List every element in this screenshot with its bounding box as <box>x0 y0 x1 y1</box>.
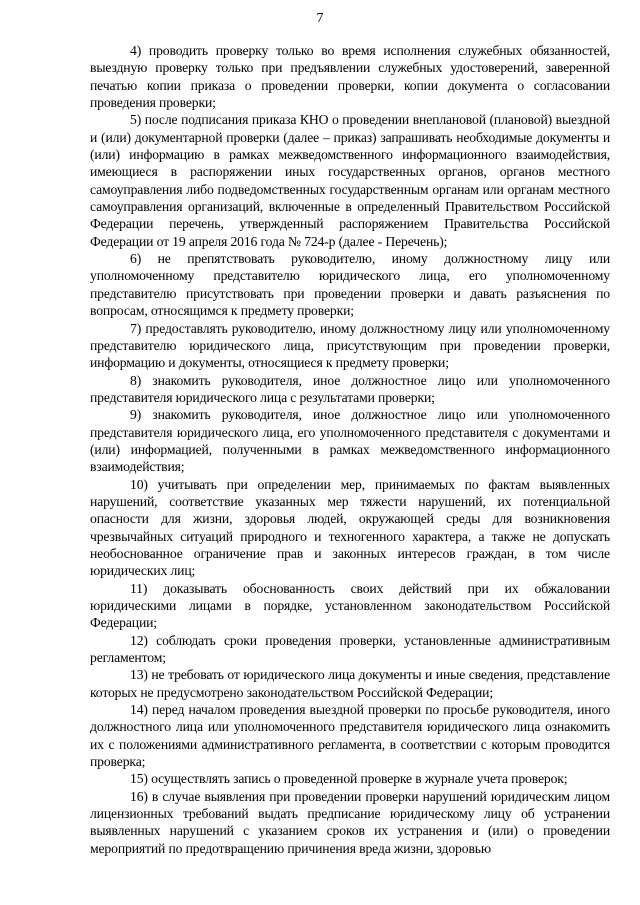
page-number: 7 <box>316 11 324 26</box>
paragraph-item-10: 10) учитывать при определении мер, принимаемых по фактам выявленных нарушений, соответствие указанных мер тяжести нарушений, их потенциальной опасности для жизни, здоровья людей, окружающей среды для возникновения чрезвычайных ситуаций природного и техногенного характера, а также не допускать необоснованное ограничение прав и законных интересов граждан, в том числе юридических лиц; <box>90 476 610 579</box>
paragraph-item-14: 14) перед началом проведения выездной проверки по просьбе руководителя, иного должностного лица или уполномоченного представителя юридического лица ознакомить их с положениями административного регламента, в соответствии с которым проводится проверка; <box>90 702 610 770</box>
paragraph-item-4: 4) проводить проверку только во время исполнения служебных обязанностей, выездную проверку только при предъявлении служебных удостоверений, заверенной печатью копии приказа о проведении проверки, копии документа о согласовании проведения проверки; <box>90 43 610 111</box>
paragraph-item-12: 12) соблюдать сроки проведения проверки, установленные административным регламентом; <box>90 632 610 666</box>
paragraph-item-9: 9) знакомить руководителя, иное должностное лицо или уполномоченного представителя юридического лица, его уполномоченного представителя с документами и (или) информацией, полученными в рамках межведомственного информационного взаимодействия; <box>90 407 610 475</box>
paragraph-item-16: 16) в случае выявления при проведении проверки нарушений юридическим лицом лицензионных требований выдать предписание юридическому лицу об устранении выявленных нарушений с указанием сроков их устранения и (или) о проведении мероприятий по предотвращению причинения вреда жизни, здоровью <box>90 788 610 856</box>
paragraph-item-7: 7) предоставлять руководителю, иному должностному лицу или уполномоченному представителю юридического лица, присутствующим при проведении проверки, информацию и документы, относящиеся к предмету проверки; <box>90 320 610 371</box>
paragraph-item-11: 11) доказывать обоснованность своих действий при их обжаловании юридическими лицами в порядке, установленном законодательством Российской Федерации; <box>90 580 610 631</box>
paragraph-item-15: 15) осуществлять запись о проведенной проверке в журнале учета проверок; <box>130 771 568 787</box>
document-body <box>90 42 610 857</box>
paragraph-item-13: 13) не требовать от юридического лица документы и иные сведения, представление которых не предусмотрено законодательством Российской Федерации; <box>90 667 610 700</box>
paragraph-item-6: 6) не препятствовать руководителю, иному должностному лицу или уполномоченному представителю юридического лица, его уполномоченному представителю присутствовать при проведении проверки и давать разъяснения по вопросам, относящимся к предмету проверки; <box>90 251 610 319</box>
paragraph-item-5: 5) после подписания приказа КНО о проведении внеплановой (плановой) выездной и (или) документарной проверки (далее – приказ) запрашивать необходимые документы и (или) информацию в рамках межведомственного информационного взаимодействия, имеющиеся в распоряжении иных государственных органов, органов местного самоуправления либо подведомственных государственным органам или органам местного самоуправления организаций, включенные в определенный Правительством Российской Федерации перечень, утвержденный распоряжением Правительства Российской Федерации от 19 апреля 2016 года № 724-р (далее - Перечень); <box>90 112 610 249</box>
paragraph-item-8: 8) знакомить руководителя, иное должностное лицо или уполномоченного представителя юридического лица с результатами проверки; <box>90 372 610 405</box>
